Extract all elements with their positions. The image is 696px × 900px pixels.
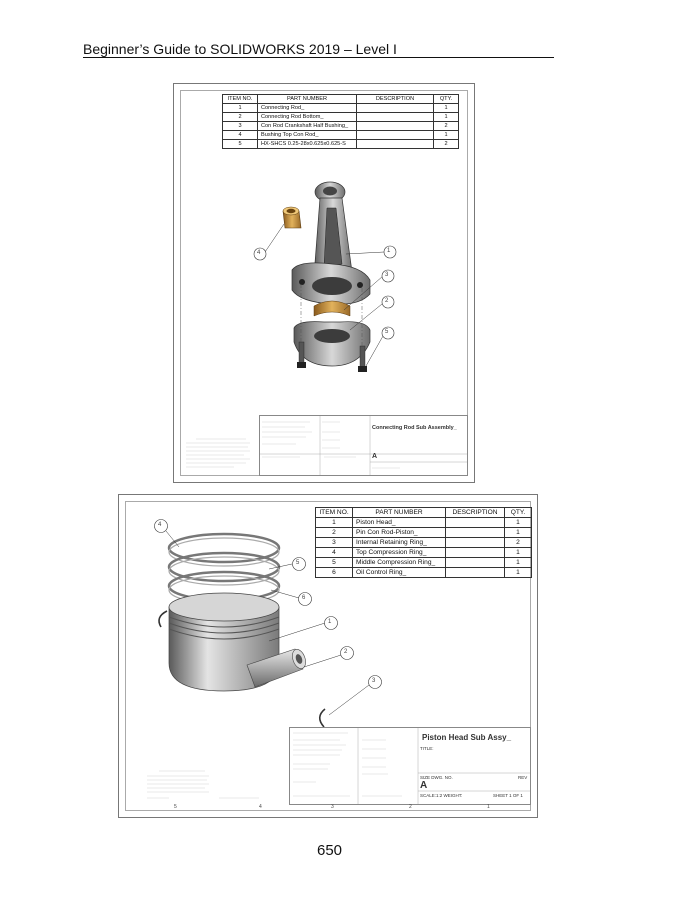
- bom-qty: 1: [505, 518, 532, 528]
- balloon-label-3: 3: [372, 678, 376, 684]
- bom-item: 3: [223, 122, 258, 131]
- bom-part: Middle Compression Ring_: [353, 558, 446, 568]
- drawing-sheet-piston-head: [118, 494, 538, 818]
- size-letter: A: [372, 453, 378, 460]
- bom-qty: 2: [434, 122, 459, 131]
- bom-part: Pin Con Rod-Piston_: [353, 528, 446, 538]
- bom-header-desc: DESCRIPTION: [446, 508, 505, 518]
- page-number: 650: [317, 842, 343, 859]
- bom-item: 6: [316, 568, 353, 578]
- bom-qty: 1: [434, 113, 459, 122]
- zone-label: 4: [259, 804, 262, 810]
- zone-label: 1: [487, 804, 490, 810]
- balloon-label-4: 4: [257, 250, 261, 256]
- bom-item: 5: [316, 558, 353, 568]
- bom-part: Piston Head_: [353, 518, 446, 528]
- header-rule: [83, 57, 554, 58]
- balloon-label-4: 4: [158, 522, 162, 528]
- proprietary-notice-lines: [119, 495, 537, 817]
- size-letter: A: [420, 780, 428, 791]
- drawing-title-piston-head: Piston Head Sub Assy_: [422, 733, 512, 742]
- bom-qty: 1: [434, 131, 459, 140]
- proprietary-notice-lines: [174, 84, 474, 482]
- bom-part: Top Compression Ring_: [353, 548, 446, 558]
- bom-qty: 1: [505, 528, 532, 538]
- drawing-sheet-connecting-rod: [173, 83, 475, 483]
- balloon-label-3: 3: [385, 272, 389, 278]
- bom-qty: 1: [505, 548, 532, 558]
- scale-weight-label: SCALE:1:2 WEIGHT:: [420, 793, 463, 798]
- bom-item: 4: [223, 131, 258, 140]
- bom-part: Connecting Rod Bottom_: [258, 113, 357, 122]
- bom-part: Connecting Rod_: [258, 104, 357, 113]
- bom-item: 5: [223, 140, 258, 149]
- bom-part: Con Rod Crankshaft Half Bushing_: [258, 122, 357, 131]
- bom-part: Oil Control Ring_: [353, 568, 446, 578]
- drawing-title-connecting-rod: Connecting Rod Sub Assembly_: [372, 425, 457, 431]
- bom-item: 2: [223, 113, 258, 122]
- bom-item: 3: [316, 538, 353, 548]
- bom-item: 2: [316, 528, 353, 538]
- bom-part: Internal Retaining Ring_: [353, 538, 446, 548]
- zone-label: 5: [174, 804, 177, 810]
- bom-header-part: PART NUMBER: [353, 508, 446, 518]
- balloon-label-6: 6: [302, 595, 306, 601]
- bom-part: HX-SHCS 0.25-28x0.625x0.625-S: [258, 140, 357, 149]
- bom-qty: 1: [505, 568, 532, 578]
- balloon-label-5: 5: [296, 560, 300, 566]
- title-label: TITLE:: [420, 746, 434, 751]
- bom-qty: 1: [434, 104, 459, 113]
- rev-label: REV: [518, 775, 528, 780]
- bom-item: 4: [316, 548, 353, 558]
- bom-header-qty: QTY.: [505, 508, 532, 518]
- bom-header-item: ITEM NO.: [316, 508, 353, 518]
- balloon-label-5: 5: [385, 329, 389, 335]
- bom-qty: 1: [505, 558, 532, 568]
- balloon-label-1: 1: [328, 619, 332, 625]
- bom-part: Bushing Top Con Rod_: [258, 131, 357, 140]
- zone-label: 2: [409, 804, 412, 810]
- size-dwg-label: SIZE DWG. NO.: [420, 775, 453, 780]
- balloon-label-1: 1: [387, 248, 391, 254]
- balloon-label-2: 2: [385, 298, 389, 304]
- page-header-title: Beginner’s Guide to SOLIDWORKS 2019 – Level I: [83, 41, 397, 57]
- bom-item: 1: [316, 518, 353, 528]
- bom-header-desc: DESCRIPTION: [357, 95, 434, 104]
- bom-header-qty: QTY.: [434, 95, 459, 104]
- zone-label: 3: [331, 804, 334, 810]
- bom-item: 1: [223, 104, 258, 113]
- bom-header-item: ITEM NO.: [223, 95, 258, 104]
- bom-qty: 2: [434, 140, 459, 149]
- bom-header-part: PART NUMBER: [258, 95, 357, 104]
- bom-qty: 2: [505, 538, 532, 548]
- sheet-label: SHEET 1 OF 1: [493, 793, 523, 798]
- balloon-label-2: 2: [344, 649, 348, 655]
